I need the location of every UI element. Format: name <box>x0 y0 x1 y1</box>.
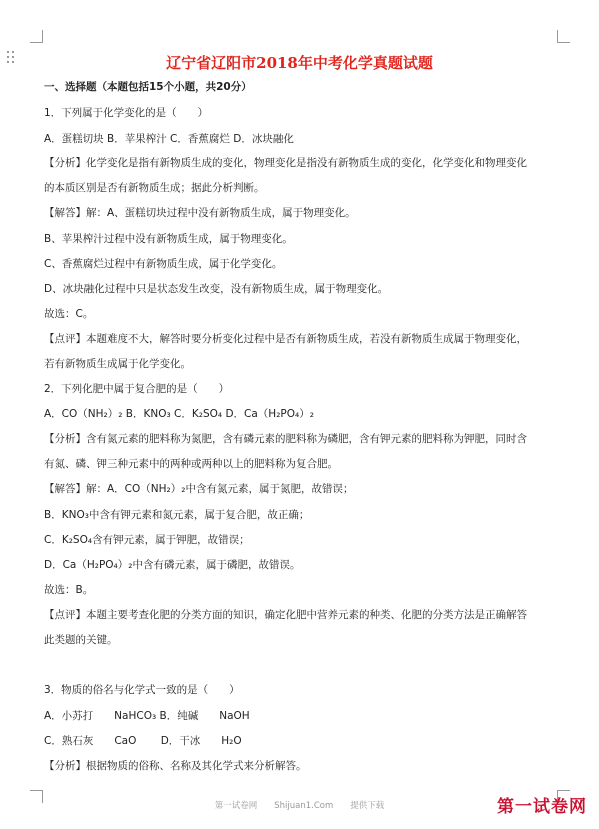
document-title: 辽宁省辽阳市2018年中考化学真题试题 <box>166 54 433 72</box>
solution-text: 【解答】解：A、蛋糕切块过程中没有新物质生成，属于物理变化。 <box>44 207 356 219</box>
question-text: 2．下列化肥中属于复合肥的是（ ） <box>44 383 230 395</box>
question-text: 3．物质的俗名与化学式一致的是（ ） <box>44 684 240 696</box>
answer-options: C．熟石灰 CaO D．干冰 H₂O <box>44 735 242 747</box>
comment-text: 【点评】本题主要考查化肥的分类方面的知识，确定化肥中营养元素的种类、化肥的分类方法是正确解答 <box>44 609 527 621</box>
analysis-text: 的本质区别是否有新物质生成；据此分析判断。 <box>44 182 265 194</box>
answer-options: A．CO（NH₂）₂ B．KNO₃ C．K₂SO₄ D．Ca（H₂PO₄）₂ <box>44 408 314 420</box>
analysis-text: 【分析】化学变化是指有新物质生成的变化，物理变化是指没有新物质生成的变化，化学变化和物理变化 <box>44 157 527 169</box>
solution-text: D．Ca（H₂PO₄）₂中含有磷元素，属于磷肥，故错误。 <box>44 559 301 571</box>
question-text: 1．下列属于化学变化的是（ ） <box>44 107 209 119</box>
analysis-text: 【分析】根据物质的俗称、名称及其化学式来分析解答。 <box>44 760 307 772</box>
solution-text: C．K₂SO₄含有钾元素，属于钾肥，故错误； <box>44 534 250 546</box>
analysis-text: 【分析】含有氮元素的肥料称为氮肥，含有磷元素的肥料称为磷肥，含有钾元素的肥料称为钾肥，同时含 <box>44 433 527 445</box>
comment-text: 若有新物质生成属于化学变化。 <box>44 358 191 370</box>
answer-choice: 故选：C。 <box>44 308 94 320</box>
comment-text: 此类题的关键。 <box>44 634 118 646</box>
page-corner-mark <box>30 30 43 43</box>
page-corner-mark <box>557 30 570 43</box>
solution-text: C、香蕉腐烂过程中有新物质生成，属于化学变化。 <box>44 258 283 270</box>
section-heading: 一、选择题（本题包括15个小题，共20分） <box>44 81 252 93</box>
solution-text: 【解答】解：A．CO（NH₂）₂中含有氮元素，属于氮肥，故错误； <box>44 483 354 495</box>
analysis-text: 有氮、磷、钾三种元素中的两种或两种以上的肥料称为复合肥。 <box>44 458 338 470</box>
solution-text: B、苹果榨汁过程中没有新物质生成，属于物理变化。 <box>44 233 293 245</box>
comment-text: 【点评】本题难度不大，解答时要分析变化过程中是否有新物质生成，若没有新物质生成属于物理变化， <box>44 333 527 345</box>
answer-options: A．蛋糕切块 B．苹果榨汁 C．香蕉腐烂 D．冰块融化 <box>44 133 294 145</box>
page-footer: 第一试卷网 Shijuan1.Com 提供下载 <box>214 801 385 811</box>
brand-watermark: 第一试卷网 <box>497 797 587 817</box>
solution-text: D、冰块融化过程中只是状态发生改变，没有新物质生成，属于物理变化。 <box>44 283 389 295</box>
solution-text: B．KNO₃中含有钾元素和氮元素，属于复合肥，故正确； <box>44 509 310 521</box>
answer-choice: 故选：B。 <box>44 584 94 596</box>
answer-options: A．小苏打 NaHCO₃ B．纯碱 NaOH <box>44 710 250 722</box>
